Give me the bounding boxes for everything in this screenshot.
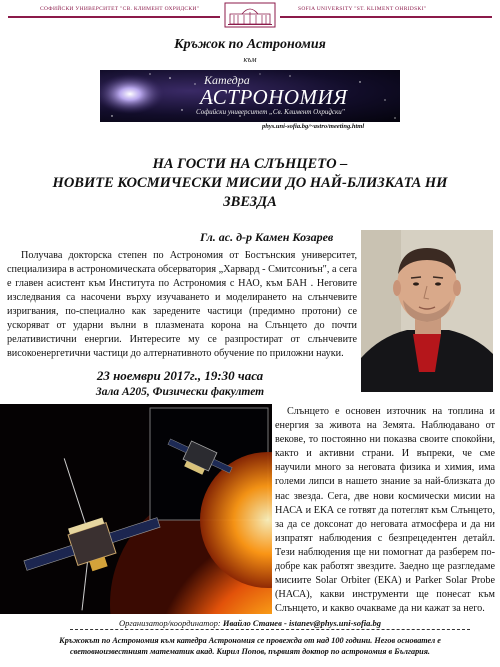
- banner-katedra: Катедра: [204, 73, 250, 87]
- club-to-label: към: [243, 55, 257, 64]
- footer-divider: [70, 629, 470, 630]
- organizer-contact[interactable]: Ивайло Станев - istanev@phys.uni-sofia.bg: [222, 618, 382, 628]
- event-datetime: 23 ноември 2017г., 19:30 часа: [96, 368, 264, 383]
- lecture-title-line2: НОВИТЕ КОСМИЧЕСКИ МИСИИ ДО НАЙ-БЛИЗКАТА НИ: [52, 175, 448, 191]
- event-venue: Зала А205, Физически факултет: [95, 386, 265, 398]
- header-rule-right: [280, 16, 492, 18]
- meeting-url[interactable]: phys.uni-sofia.bg/~astro/meeting.html: [262, 123, 365, 130]
- speaker-bio: Получава докторска степен по Астрономия от Бостънския университет, специализира в астрономическата обсерватория „Харвард - Смитсониън", а сега е главен асистент към Института по Астрономия с НАО, към БАН . Неговите изследвания са насочени върху изучаването и моделирането на слънчевите изригвания, по-специално как заредените частици (предимно протони) се ускоряват от ударни вълни в плазмената корона на Слънцето до почти релативистични енергии. Интересите му се разпростират от слънчевите високоенергетични частици до алтернативното обучение по приложни науки.: [7, 250, 357, 359]
- footer-note-line1: Кръжокът по Астрономия към катедра Астрономия се провежда от над 100 години. Негов основател е: [59, 636, 441, 645]
- organizer-label: Организатор/координатор:: [118, 618, 221, 628]
- banner-astronomy: АСТРОНОМИЯ: [200, 85, 348, 109]
- astronomy-department-banner: [100, 70, 400, 122]
- university-building-logo: [224, 2, 276, 28]
- header-rule-left: [8, 16, 220, 18]
- university-name-bg: СОФИЙСКИ УНИВЕРСИТЕТ "СВ. КЛИМЕНТ ОХРИДСКИ": [40, 6, 200, 12]
- university-name-en: SOFIA UNIVERSITY "ST. KLIMENT OHRIDSKI": [298, 6, 427, 12]
- speaker-name: Гл. ас. д-р Камен Козарев: [200, 230, 334, 244]
- club-title: Кръжок по Астрономия: [174, 37, 326, 52]
- lecture-title-line3: ЗВЕЗДА: [223, 194, 277, 210]
- banner-subtitle: Софийски университет „Св. Климент Охридски": [196, 108, 345, 116]
- speaker-photo: [361, 230, 493, 392]
- footer-note-line2: световноизвестният математик акад. Кирил Попов, първият доктор по астрономия в България.: [70, 647, 430, 656]
- university-header: [0, 6, 500, 28]
- organizer-line: [0, 618, 500, 628]
- lecture-title-line1: НА ГОСТИ НА СЛЪНЦЕТО –: [152, 156, 348, 172]
- lecture-description: Слънцето е основен източник на топлина и енергия за живота на Земята. Наблюдавано от векове, то постоянно ни показва своите спокойни, както и активни страни. И въпреки, че сме научили много за неговата физика и химия, има големи липси в нашето знание за най-близката до нас звезда. Сега, две нови космически мисии на НАСА и ЕКА се готвят да потеглят към Слънцето, за да се доксонат до неговата атмосфера и да ни изпратят наблюдения с безпрецедентен детайл. Тези наблюдения ще ни помогнат да разберем по-добре как работят звездите. Заедно ще разгледаме мисиите Solar Orbiter (ЕКА) и Parker Solar Probe (НАСА), какви инструменти ще понесат към Слънцето, и какво очакваме да ни кажат за него.: [275, 406, 495, 615]
- solar-probe-image: [0, 404, 272, 614]
